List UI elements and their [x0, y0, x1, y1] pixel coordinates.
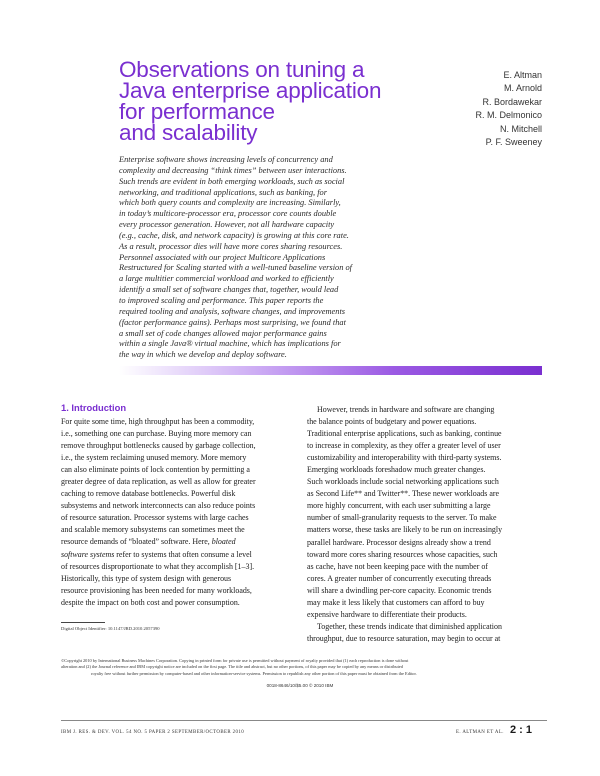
body-line: will share a dwindling per-core capacity. Economic trends: [307, 585, 492, 595]
body-line: Together, these trends indicate that diminished application: [317, 621, 502, 631]
body-line: of resource saturation. Processor systems with large caches: [61, 513, 249, 523]
body-line: of resources disproportionate to what they accomplish [1–3].: [61, 561, 255, 571]
abstract-line: the way in which we develop and deploy software.: [119, 350, 287, 360]
footer-journal: IBM J. RES. & DEV. VOL. 54 NO. 5 PAPER 2 SEPTEMBER/OCTOBER 2010: [61, 730, 245, 735]
abstract-line: Such trends are evident in both emerging workloads, such as social: [119, 176, 345, 186]
title-line: Observations on tuning a: [119, 57, 365, 82]
body-line: as Second Life** and Twitter**. These newer workloads are: [307, 489, 500, 499]
body-line: may make it less likely that customers can afford to buy: [307, 597, 485, 607]
abstract-line: in today’s multicore-processor era, processor core counts double: [119, 209, 337, 219]
abstract-divider-bar: [119, 366, 542, 375]
abstract-line: Restructured for Scaling started with a well-tuned baseline version of: [119, 263, 352, 273]
abstract-line: required tooling and analysis, software changes, and improvements: [119, 306, 346, 316]
author-name: R. M. Delmonico: [475, 110, 542, 121]
abstract-line: Personnel associated with our project Multicore Applications: [119, 252, 326, 262]
body-line: i.e., something one can purchase. Buying more memory can: [61, 429, 252, 439]
body-line: customizability and interoperability with third-party systems.: [307, 453, 502, 463]
body-line: [61, 536, 291, 548]
abstract-line: identify a small set of software changes that, together, would lead: [119, 285, 339, 295]
abstract-line: a large multitier commercial workload and worked to efficiently: [119, 274, 334, 284]
body-line: However, trends in hardware and software are changing: [317, 405, 495, 414]
body-line: can also eliminate points of lock contention by permitting a: [61, 465, 250, 475]
body-line: number of small-granularity requests to the server. To make: [307, 513, 497, 523]
body-line: toward more cores sharing resources whose capacities, such: [307, 549, 498, 559]
body-line: For quite some time, high throughput has been a commodity,: [61, 417, 255, 426]
author-name: R. Bordawekar: [482, 96, 542, 107]
body-line: subsystems and network interconnects can also reduce points: [61, 501, 256, 511]
body-line: [61, 549, 291, 561]
abstract-line: networking, and traditional applications, such as banking, for: [119, 187, 327, 197]
body-line: to increase in complexity, as they offer a greater level of user: [307, 441, 501, 451]
body-line: caching to remove database bottlenecks. Powerful disk: [61, 489, 236, 499]
body-line: Historically, this type of system design with generous: [61, 573, 232, 583]
abstract-line: As a result, processor dies will have more cores sharing resources.: [119, 241, 343, 251]
abstract-line: (e.g., cache, disk, and network capacity) is growing at this core rate.: [119, 230, 349, 240]
author-name: N. Mitchell: [499, 123, 542, 134]
section-heading: 1. Introduction: [61, 402, 127, 413]
page-number: 2 : 1: [510, 724, 533, 736]
footer-rule: [61, 720, 547, 721]
body-line: Such workloads include social networking applications such: [307, 477, 499, 487]
body-fragment: refer to systems that often consume a level: [116, 549, 252, 559]
body-line: more highly concurrent, with each user submitting a large: [307, 501, 491, 511]
copyright-line: royalty free without further permission by computer-based and other information-service systems. Permission to republish any other portion of this paper must be obtained from the Editor.: [91, 670, 417, 676]
body-line: greater degree of data replication, as well as allow for greater: [61, 477, 256, 487]
body-line: parallel hardware. Processor designs already show a trend: [307, 537, 491, 547]
body-line: throughput, due to resource saturation, may begin to occur at: [307, 633, 501, 643]
body-line: i.e., the system reclaiming unused memory. More memory: [61, 453, 247, 463]
issn-text: 0018-8646/10/$5.00 © 2010 IBM: [266, 683, 334, 688]
body-line: Emerging workloads foreshadow much greater changes.: [307, 465, 486, 475]
body-line: matters worse, these tasks are likely to be run on increasingly: [307, 525, 503, 535]
footer-authors: E. ALTMAN ET AL.: [456, 730, 504, 735]
copyright-notice: [61, 658, 547, 677]
author-name: P. F. Sweeney: [485, 137, 542, 148]
footnote-rule: [61, 622, 105, 623]
abstract-line: every processor generation. However, not all hardware capacity: [119, 220, 335, 230]
italic-term: software systems: [61, 549, 115, 559]
copyright-line: alteration and (2) the Journal reference and IBM copyright notice are included on the first page. The title and abstract, but no other portions, of this paper may be copied by any means or distributed: [61, 664, 403, 670]
body-line: as cache, have not been keeping pace with the number of: [307, 561, 488, 571]
author-name: E. Altman: [503, 70, 542, 80]
author-name: M. Arnold: [503, 83, 542, 94]
abstract-line: Enterprise software shows increasing levels of concurrency and: [119, 155, 333, 164]
italic-term: bloated: [211, 537, 236, 547]
body-line: the balance points of budgetary and power equations.: [307, 417, 477, 427]
body-line: Traditional enterprise applications, such as banking, continue: [307, 429, 502, 439]
abstract-line: (factor performance gains). Perhaps most surprising, we found that: [119, 317, 346, 327]
body-line: despite the impact on both cost and power consumption.: [61, 597, 240, 607]
body-line: cores. A greater number of concurrently executing threads: [307, 573, 492, 583]
abstract-line: which both query counts and complexity are increasing. Similarly,: [119, 198, 341, 208]
abstract: [119, 155, 401, 361]
abstract-line: a small set of code changes allowed major performance gains: [119, 328, 327, 338]
abstract-line: complexity and decreasing “think times” between user interactions.: [119, 165, 347, 175]
doi-text: Digital Object Identifier: 10.1147/JRD.2010.2057390: [61, 626, 160, 631]
author-list: [402, 69, 542, 149]
paper-title: [119, 59, 449, 143]
body-line: remove throughput bottlenecks caused by garbage collection,: [61, 441, 256, 451]
copyright-line: ©Copyright 2010 by International Business Machines Corporation. Copying in printed form for private use is permitted without payment of royalty provided that (1) each reproduction is done without: [61, 658, 409, 663]
body-line: expensive hardware to differentiate their products.: [307, 609, 467, 619]
abstract-line: within a single Java® virtual machine, which has implications for: [119, 339, 341, 349]
body-column-right: [307, 404, 545, 645]
body-line: and scalable memory subsystems can sometimes meet the: [61, 525, 245, 535]
title-line: and scalability: [119, 120, 258, 145]
body-column-left: [61, 416, 291, 609]
body-line: resource provisioning has been needed for many workloads,: [61, 585, 252, 595]
title-line: for performance: [119, 99, 275, 124]
title-line: Java enterprise application: [119, 78, 382, 103]
abstract-line: to improved scaling and performance. This paper reports the: [119, 295, 324, 305]
body-fragment: resource demands of “bloated” software. Here,: [61, 537, 210, 547]
